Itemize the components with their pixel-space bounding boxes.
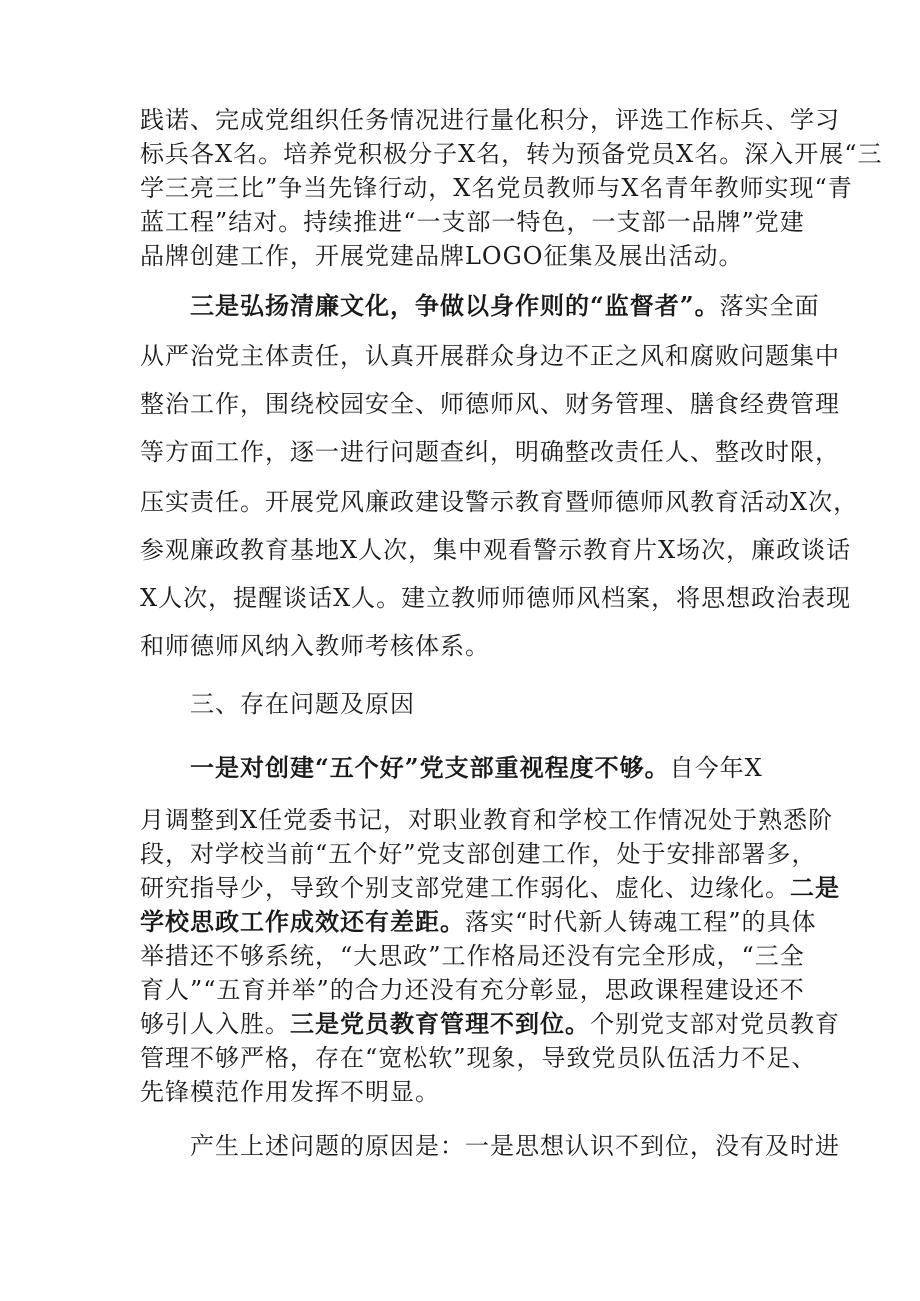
paragraph-3-line-5 <box>140 902 817 937</box>
paragraph-1-line-3: 学三亮三比”争当先锋行动，X名党员教师与X名青年教师实现“青 <box>140 174 853 202</box>
paragraph-3-line-1-rest: 自今年X <box>669 754 763 782</box>
paragraph-2-line-5: 压实责任。开展党风廉政建设警示教育暨师德师风教育活动X次， <box>140 488 859 516</box>
paragraph-2-line-7: X人次，提醒谈话X人。建立教师师德师风档案，将思想政治表现 <box>140 584 852 612</box>
paragraph-3-line-1 <box>190 748 763 783</box>
paragraph-3-line-5-rest: 落实“时代新人铸魂工程”的具体 <box>465 908 817 936</box>
paragraph-3-heading: 一是对创建“五个好”党支部重视程度不够。 <box>190 753 670 782</box>
paragraph-1-line-4: 蓝工程”结对。持续推进“一支部一特色，一支部一品牌”党建 <box>140 208 805 236</box>
paragraph-1-line-1: 践诺、完成党组织任务情况进行量化积分，评选工作标兵、学习 <box>140 106 840 134</box>
paragraph-3-line-5-bold: 学校思政工作成效还有差距。 <box>140 907 465 936</box>
section-heading: 三、存在问题及原因 <box>190 690 415 718</box>
paragraph-3-line-4 <box>140 868 840 903</box>
paragraph-2-line-2: 从严治党主体责任，认真开展群众身边不正之风和腐败问题集中 <box>140 342 840 370</box>
paragraph-3-line-8-start: 够引人入胜。 <box>140 1010 290 1038</box>
paragraph-1-line-5: 品牌创建工作，开展党建品牌LOGO征集及展出活动。 <box>140 242 744 270</box>
paragraph-3-line-7: 育人”“五育并举”的合力还没有充分彰显，思政课程建设还不 <box>140 976 805 1004</box>
paragraph-3-line-2: 月调整到X任党委书记，对职业教育和学校工作情况处于熟悉阶 <box>140 806 834 834</box>
paragraph-3-line-8-bold: 三是党员教育管理不到位。 <box>290 1009 590 1038</box>
paragraph-2-heading: 三是弘扬清廉文化，争做以身作则的“监督者”。 <box>190 291 720 320</box>
paragraph-2-line-8: 和师德师风纳入教师考核体系。 <box>140 632 490 660</box>
paragraph-2-line-6: 参观廉政教育基地X人次，集中观看警示教育片X场次，廉政谈话 <box>140 536 852 564</box>
paragraph-3-line-8-rest: 个别党支部对党员教育 <box>590 1010 840 1038</box>
paragraph-3-line-9: 管理不够严格，存在“宽松软”现象，导致党员队伍活力不足、 <box>140 1044 817 1072</box>
paragraph-1-line-2: 标兵各X名。培养党积极分子X名，转为预备党员X名。深入开展“三 <box>140 140 883 168</box>
paragraph-2-line-1 <box>190 286 820 321</box>
paragraph-3-line-6: 举措还不够系统，“大思政”工作格局还没有完全形成，“三全 <box>140 942 805 970</box>
paragraph-2-line-4: 等方面工作，逐一进行问题查纠，明确整改责任人、整改时限， <box>140 438 840 466</box>
paragraph-3-line-4-start: 研究指导少，导致个别支部党建工作弱化、虚化、边缘化。 <box>140 874 790 902</box>
paragraph-3-line-8 <box>140 1004 840 1039</box>
paragraph-2-line-1-rest: 落实全面 <box>719 292 820 320</box>
paragraph-3-line-3: 段，对学校当前“五个好”党支部创建工作，处于安排部署多， <box>140 840 817 868</box>
paragraph-3-line-4-bold: 二是 <box>790 873 840 902</box>
paragraph-3-line-10: 先锋模范作用发挥不明显。 <box>140 1078 440 1106</box>
paragraph-4-line-1: 产生上述问题的原因是：一是思想认识不到位，没有及时进 <box>190 1132 840 1160</box>
paragraph-2-line-3: 整治工作，围绕校园安全、师德师风、财务管理、膳食经费管理 <box>140 390 840 418</box>
